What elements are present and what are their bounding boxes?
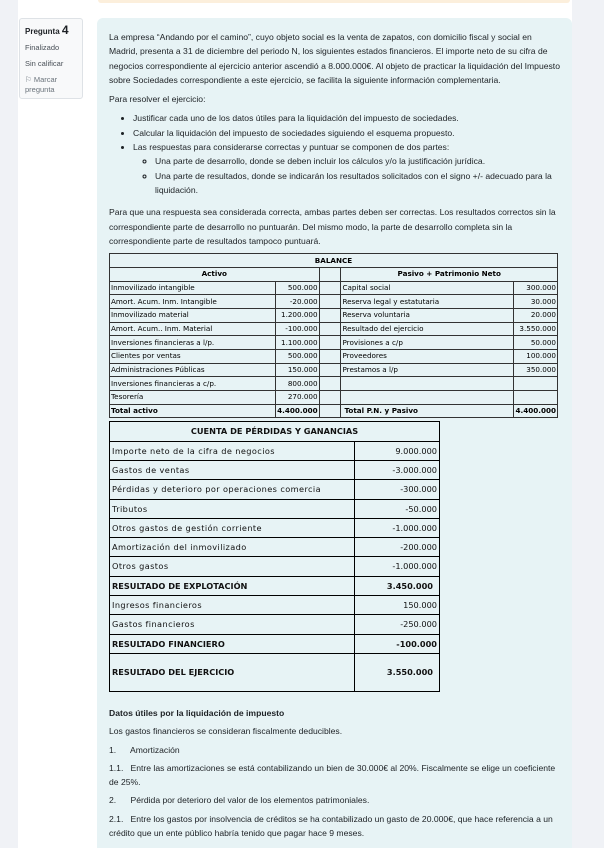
table-row: RESULTADO DE EXPLOTACIÓN 3.450.000 — [110, 576, 440, 595]
table-row: Amort. Acum.. Inm. Material -100.000 Resultado del ejercicio 3.550.000 — [110, 322, 558, 336]
balance-title: BALANCE — [110, 254, 558, 268]
correctness-note: Para que una respuesta sea considerada correcta, ambas partes deben ser correctas. Los resultados correctos sin la correspondiente parte de desarrollo no puntuarán. Del mismo modo, la parte de desarrollo completa sin la correspondiente parte de resultados tampoco puntuará. — [109, 207, 556, 246]
question-label: Pregunta — [25, 27, 60, 36]
table-row: Otros gastos de gestión corriente -1.000.000 — [110, 518, 440, 537]
previous-question-feedback — [98, 0, 570, 3]
sub-instruction-item: ◦ Una parte de resultados, donde se indicarán los resultados solicitados con el signo +/- adecuado para la liquidación. — [155, 169, 560, 198]
pyg-title: CUENTA DE PÉRDIDAS Y GANANCIAS — [110, 422, 440, 441]
question-grade: Sin calificar — [25, 59, 64, 68]
table-row: Gastos financieros -250.000 — [110, 615, 440, 634]
instruction-item — [133, 140, 560, 197]
table-row: Inversiones financieras a c/p. 800.000 — [110, 377, 558, 391]
activo-header: Activo — [110, 267, 320, 281]
datos-utiles-section — [109, 706, 560, 840]
table-row: Gastos de ventas -3.000.000 — [110, 461, 440, 480]
intro-paragraph: La empresa “Andando por el camino”, cuyo objeto social es la venta de zapatos, con domicilio fiscal y social en Madrid, presenta a 31 de diciembre del periodo N, los siguientes estados financieros. El importe neto de su cifra de negocios correspondiente al ejercicio anterior ascendió a 8.000.000€. Al objeto de practicar la liquidación del Impuesto sobre Sociedades correspondiente a este ejercicio, se facilita la siguiente información complementaria. — [109, 32, 560, 85]
table-row: Otros gastos -1.000.000 — [110, 557, 440, 576]
datos-paragraph: 2. Pérdida por deterioro del valor de los elementos patrimoniales. — [109, 795, 370, 806]
table-row: Importe neto de la cifra de negocios 9.000.000 — [110, 441, 440, 460]
datos-paragraph: Los gastos financieros se consideran fiscalmente deducibles. — [109, 726, 343, 737]
question-content — [97, 18, 572, 848]
question-number-value: 4 — [61, 23, 69, 37]
question-info-panel — [19, 18, 83, 99]
datos-paragraph: 1.1. Entre las amortizaciones se está contabilizando un bien de 30.000€ al 20%. Fiscalmente se elige un coeficiente de 25%. — [109, 762, 558, 788]
question-number — [25, 23, 77, 37]
question-state: Finalizado — [25, 43, 60, 52]
instruction-text: Las respuestas para considerarse correctas y puntuar se componen de dos partes: — [133, 142, 450, 153]
table-row: Tributos -50.000 — [110, 499, 440, 518]
datos-paragraph: 1. Amortización — [109, 744, 180, 755]
resolve-title: Para resolver el ejercicio: — [109, 94, 206, 105]
flag-label: Marcar pregunta — [25, 75, 58, 94]
pyg-table — [109, 421, 440, 692]
table-row: Inmovilizado intangible 500.000 Capital social 300.000 — [110, 281, 558, 295]
table-row: Clientes por ventas 500.000 Proveedores 100.000 — [110, 349, 558, 363]
table-row: Ingresos financieros 150.000 — [110, 596, 440, 615]
instruction-item: • Justificar cada uno de los datos útiles para la liquidación del impuesto de sociedades. — [133, 111, 560, 125]
page-left-margin — [0, 0, 18, 848]
balance-table — [109, 253, 558, 418]
pasivo-header: Pasivo + Patrimonio Neto — [341, 267, 558, 281]
page-right-margin — [572, 0, 604, 848]
datos-title: Datos útiles por la liquidación de impuesto — [109, 707, 285, 718]
table-row: Tesorería 270.000 — [110, 391, 558, 405]
flag-question-link[interactable] — [25, 75, 77, 95]
table-row: Pérdidas y deterioro por operaciones comercia -300.000 — [110, 480, 440, 499]
instruction-item: • Calcular la liquidación del impuesto de sociedades siguiendo el esquema propuesto. — [133, 126, 560, 140]
table-row: Administraciones Públicas 150.000 Prestamos a l/p 350.000 — [110, 363, 558, 377]
sub-instruction-item: ◦ Una parte de desarrollo, donde se deben incluir los cálculos y/o la justificación jurídica. — [155, 154, 560, 168]
sub-instructions-list — [155, 154, 560, 197]
table-row: Inmovilizado material 1.200.000 Reserva voluntaria 20.000 — [110, 308, 558, 322]
table-row: RESULTADO FINANCIERO -100.000 — [110, 634, 440, 653]
table-row: Amort. Acum. Inm. Intangible -20.000 Reserva legal y estatutaria 30.000 — [110, 295, 558, 309]
datos-paragraph: 2.1. Entre los gastos por insolvencia de créditos se ha contabilizado un gasto de 20.000€, que hace referencia a un crédito que un ente público habría tenido que pagar hace 9 meses. — [109, 813, 556, 839]
table-row: Inversiones financieras a l/p. 1.100.000 Provisiones a c/p 50.000 — [110, 336, 558, 350]
flag-icon: ⚐ — [25, 75, 32, 84]
table-row: Amortización del inmovilizado -200.000 — [110, 538, 440, 557]
pyg-final-row: RESULTADO DEL EJERCICIO 3.550.000 — [110, 653, 440, 691]
instructions-list — [133, 111, 560, 197]
balance-total-row: Total activo 4.400.000 Total P.N. y Pasivo 4.400.000 — [110, 404, 558, 418]
